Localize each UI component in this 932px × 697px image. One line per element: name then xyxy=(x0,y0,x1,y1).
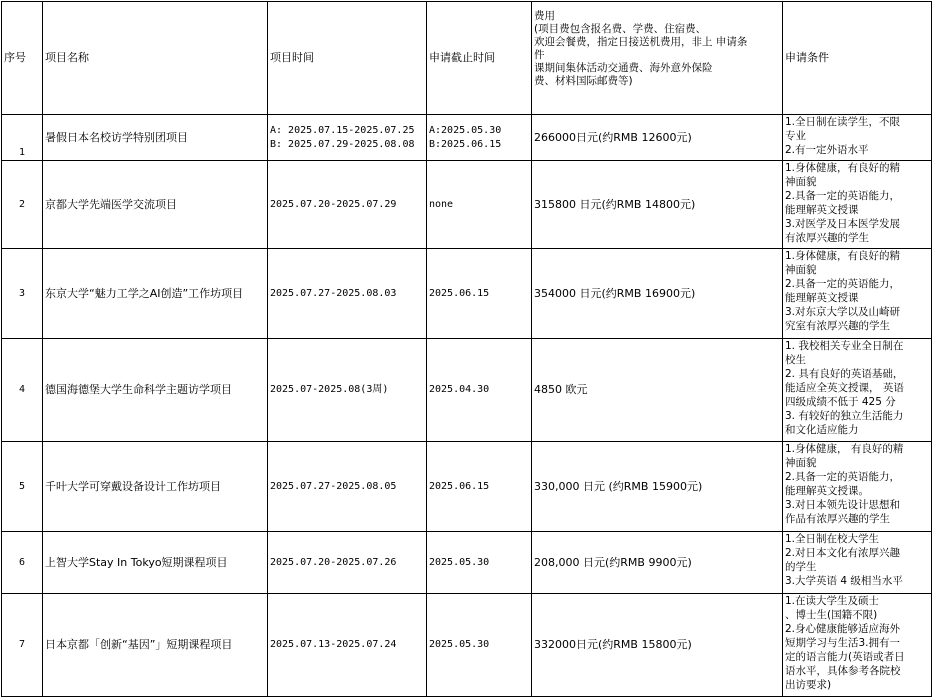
row-time-line: 2025.07-2025.08(3周) xyxy=(270,384,389,395)
row-index: 3 xyxy=(2,249,43,339)
row-deadline xyxy=(427,532,532,594)
row-deadline-line: 2025.04.30 xyxy=(429,384,490,395)
row-condition-line: 校生 xyxy=(785,354,806,366)
program-table xyxy=(1,1,932,697)
row-time-line: 2025.07.27-2025.08.03 xyxy=(270,287,397,299)
row-deadline-line: 2025.06.15 xyxy=(429,287,490,299)
row-deadline-line: B:2025.06.15 xyxy=(429,138,502,150)
header-deadline: 申请截止时间 xyxy=(427,2,532,115)
row-condition-line: 出访要求) xyxy=(785,679,832,691)
row-name: 千叶大学可穿戴设备设计工作坊项目 xyxy=(43,442,268,532)
row-condition-line: 神面貌 xyxy=(785,264,817,276)
row-condition-line: 神面貌 xyxy=(785,457,817,469)
row-condition-line: 1.在读大学生及硕士 xyxy=(785,595,880,607)
row-condition-line: 究室有浓厚兴趣的学生 xyxy=(785,320,890,332)
row-condition-line: 能理解英文授课 xyxy=(785,204,859,216)
table-row xyxy=(2,339,932,442)
header-fee-line: 件 xyxy=(534,49,545,61)
header-time: 项目时间 xyxy=(268,2,427,115)
row-time-line: A: 2025.07.15-2025.07.25 xyxy=(270,124,415,136)
row-deadline-line: A:2025.05.30 xyxy=(429,124,502,136)
header-fee-line: 欢迎会餐费，指定日接送机费用，非上 申请条 xyxy=(534,36,748,48)
table-row xyxy=(2,532,932,594)
row-name: 日本京都「创新“基因”」短期课程项目 xyxy=(43,594,268,697)
row-condition-line: 1. 我校相关专业全日制在 xyxy=(785,340,904,352)
row-time xyxy=(268,594,427,697)
row-condition-line: 3.对日本领先设计思想和 xyxy=(785,499,901,511)
row-name: 暑假日本名校访学特别团项目 xyxy=(43,115,268,161)
row-index: 1 xyxy=(2,115,43,161)
table-row xyxy=(2,442,932,532)
row-fee: 332000日元(约RMB 15800元) xyxy=(532,594,783,697)
row-condition-line: 2.具备一定的英语能力， xyxy=(785,278,901,290)
row-condition-line: 1.全日制在读学生，不限 xyxy=(785,116,901,128)
header-fee-line: (项目费包含报名费、学费、住宿费、 xyxy=(534,23,707,35)
table-row xyxy=(2,594,932,697)
row-fee: 4850 欧元 xyxy=(532,339,783,442)
row-condition-line: 3. 有较好的独立生活能力 xyxy=(785,410,904,422)
row-conditions xyxy=(783,594,932,697)
row-deadline xyxy=(427,161,532,249)
row-condition-line: 1.身体健康，有良好的精 xyxy=(785,250,901,262)
row-condition-line: 1.全日制在校大学生 xyxy=(785,533,880,545)
row-condition-line: 1.身体健康，有良好的精 xyxy=(785,162,901,174)
row-condition-line: 和文化适应能力 xyxy=(785,424,859,436)
row-time-line: B: 2025.07.29-2025.08.08 xyxy=(270,138,415,150)
row-deadline xyxy=(427,594,532,697)
row-conditions xyxy=(783,115,932,161)
row-deadline xyxy=(427,442,532,532)
row-condition-line: 2.对日本文化有浓厚兴趣 xyxy=(785,547,901,559)
table-body xyxy=(2,115,932,697)
row-fee: 330,000 日元 (约RMB 15900元) xyxy=(532,442,783,532)
table-header-row xyxy=(2,2,932,115)
row-condition-line: 1.身体健康， 有良好的精 xyxy=(785,443,904,455)
header-conditions: 申请条件 xyxy=(783,2,932,115)
row-condition-line: 、博士生(国籍不限) xyxy=(785,609,878,621)
row-conditions xyxy=(783,161,932,249)
row-time xyxy=(268,442,427,532)
row-condition-line: 专业 xyxy=(785,130,806,142)
row-fee: 208,000 日元(约RMB 9900元) xyxy=(532,532,783,594)
row-name: 德国海德堡大学生命科学主题访学项目 xyxy=(43,339,268,442)
row-deadline xyxy=(427,115,532,161)
row-conditions xyxy=(783,442,932,532)
row-condition-line: 2.有一定外语水平 xyxy=(785,144,869,156)
row-condition-line: 神面貌 xyxy=(785,176,817,188)
header-fee xyxy=(532,2,783,115)
row-fee: 354000 日元(约RMB 16900元) xyxy=(532,249,783,339)
row-name: 东京大学“魅力工学之AI创造”工作坊项目 xyxy=(43,249,268,339)
row-deadline-line: 2025.05.30 xyxy=(429,556,490,568)
row-condition-line: 3.对医学及日本医学发展 xyxy=(785,218,901,230)
row-fee: 315800 日元(约RMB 14800元) xyxy=(532,161,783,249)
row-index: 7 xyxy=(2,594,43,697)
row-name: 京都大学先端医学交流项目 xyxy=(43,161,268,249)
row-condition-line: 3.大学英语 4 级相当水平 xyxy=(785,575,903,587)
row-condition-line: 能适应全英文授课， 英语 xyxy=(785,382,904,394)
row-deadline-line: 2025.05.30 xyxy=(429,639,490,650)
row-condition-line: 四级成绩不低于 425 分 xyxy=(785,396,896,408)
row-condition-line: 2.具备一定的英语能力， xyxy=(785,471,901,483)
row-condition-line: 的学生 xyxy=(785,561,817,573)
row-deadline xyxy=(427,339,532,442)
row-condition-line: 作品有浓厚兴趣的学生 xyxy=(785,513,890,525)
row-deadline-line: 2025.06.15 xyxy=(429,480,490,492)
row-index: 2 xyxy=(2,161,43,249)
row-conditions xyxy=(783,532,932,594)
row-condition-line: 短期学习与生活3.拥有一 xyxy=(785,637,901,649)
row-time xyxy=(268,339,427,442)
row-condition-line: 2.具备一定的英语能力， xyxy=(785,190,901,202)
row-time-line: 2025.07.27-2025.08.05 xyxy=(270,480,397,492)
row-time xyxy=(268,115,427,161)
row-deadline-line: none xyxy=(429,198,454,210)
row-conditions xyxy=(783,249,932,339)
row-condition-line: 能理解英文授课。 xyxy=(785,485,869,497)
header-name: 项目名称 xyxy=(43,2,268,115)
row-condition-line: 能理解英文授课 xyxy=(785,292,859,304)
row-name: 上智大学Stay In Tokyo短期课程项目 xyxy=(43,532,268,594)
row-condition-line: 有浓厚兴趣的学生 xyxy=(785,232,869,244)
row-condition-line: 语水平，具体参考各院校 xyxy=(785,665,901,677)
table-row xyxy=(2,249,932,339)
row-time-line: 2025.07.13-2025.07.24 xyxy=(270,639,397,650)
header-fee-line: 费、材料国际邮费等) xyxy=(534,75,633,87)
header-fee-line: 课期间集体活动交通费、海外意外保险 xyxy=(534,62,713,74)
row-time-line: 2025.07.20-2025.07.29 xyxy=(270,198,397,210)
header-index: 序号 xyxy=(2,2,43,115)
row-condition-line: 定的语言能力(英语或者日 xyxy=(785,651,905,663)
row-condition-line: 3.对东京大学以及山崎研 xyxy=(785,306,901,318)
row-condition-line: 2. 具有良好的英语基础， xyxy=(785,368,904,380)
row-index: 5 xyxy=(2,442,43,532)
row-time-line: 2025.07.20-2025.07.26 xyxy=(270,556,397,568)
row-time xyxy=(268,532,427,594)
header-fee-line: 费用 xyxy=(534,10,555,22)
row-conditions xyxy=(783,339,932,442)
row-index: 4 xyxy=(2,339,43,442)
row-condition-line: 2.身心健康能够适应海外 xyxy=(785,623,901,635)
row-fee: 266000日元(约RMB 12600元) xyxy=(532,115,783,161)
row-time xyxy=(268,161,427,249)
row-time xyxy=(268,249,427,339)
row-index: 6 xyxy=(2,532,43,594)
table-row xyxy=(2,161,932,249)
row-deadline xyxy=(427,249,532,339)
table-row xyxy=(2,115,932,161)
